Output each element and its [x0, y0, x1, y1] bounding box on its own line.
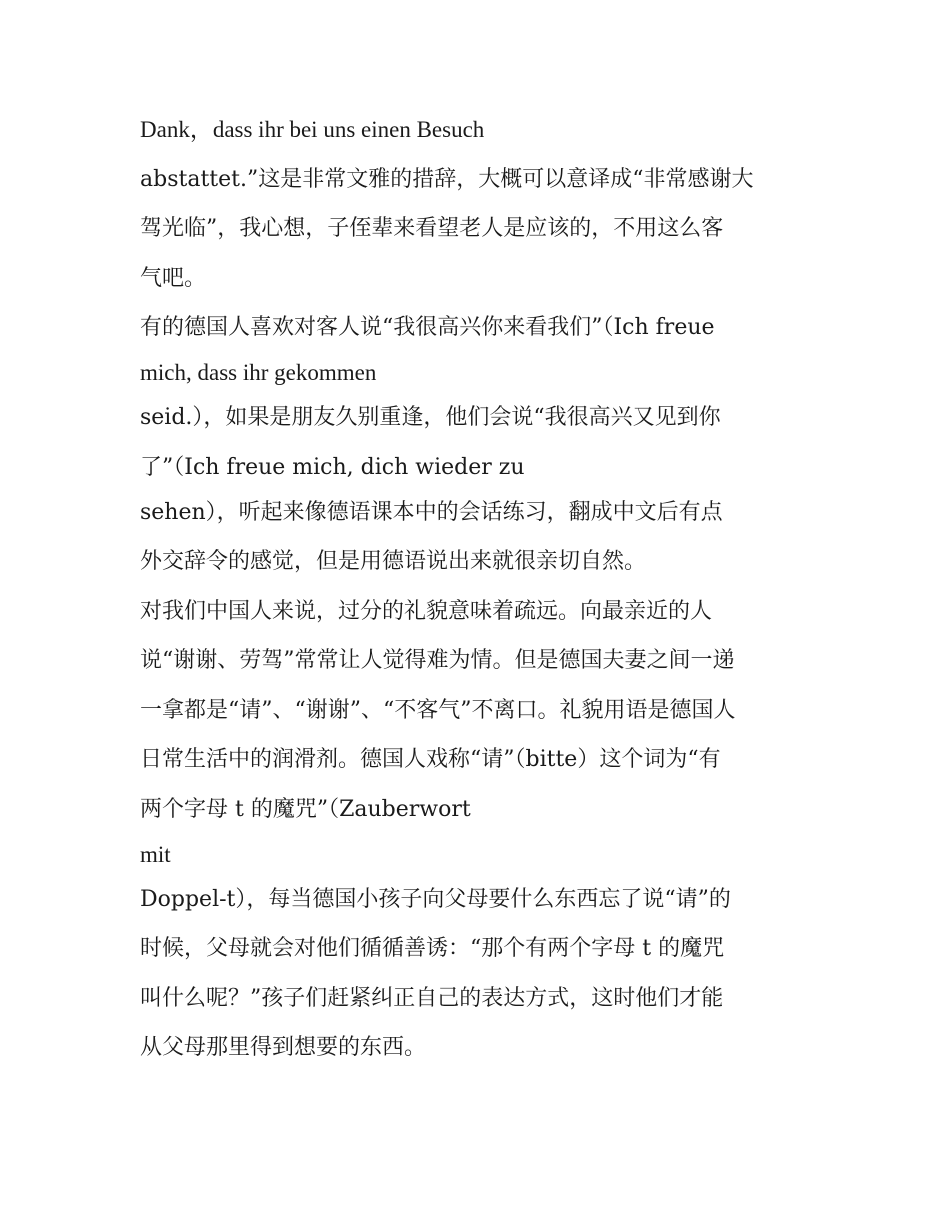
text-line: 驾光临”，我心想，子侄辈来看望老人是应该的，不用这么客 [140, 216, 724, 241]
text-line: 外交辞令的感觉，但是用德语说出来就很亲切自然。 [140, 549, 647, 574]
text-line: sehen），听起来像德语课本中的会话练习，翻成中文后有点 [140, 499, 723, 525]
text-line: abstattet.”这是非常文雅的措辞，大概可以意译成“非常感谢大 [140, 166, 754, 192]
text-line: 两个字母 t 的魔咒”（Zauberwort [140, 796, 471, 822]
text-line: 从父母那里得到想要的东西。 [140, 1035, 427, 1060]
text-line: mit [140, 841, 171, 867]
text-line: 时候，父母就会对他们循循善诱：“那个有两个字母 t 的魔咒 [140, 936, 725, 961]
body-text [140, 110, 820, 1078]
text-line: 对我们中国人来说，过分的礼貌意味着疏远。向最亲近的人 [140, 598, 713, 624]
text-line: Dank，dass ihr bei uns einen Besuch [140, 117, 485, 142]
text-line: mich, dass ihr gekommen [140, 360, 377, 385]
text-line: 气吧。 [140, 265, 207, 291]
text-line: seid.），如果是朋友久别重逢，他们会说“我很高兴又见到你 [140, 405, 721, 430]
text-line: 说“谢谢、劳驾”常常让人觉得难为情。但是德国夫妻之间一递 [140, 648, 735, 673]
text-line: 了”（Ich freue mich, dich wieder zu [140, 454, 525, 480]
text-line: 一拿都是“请”、“谢谢”、“不客气”不离口。礼貌用语是德国人 [140, 697, 736, 723]
text-line: 日常生活中的润滑剂。德国人戏称“请”（bitte）这个词为“有 [140, 747, 721, 772]
text-line: 有的德国人喜欢对客人说“我很高兴你来看我们”（Ich freue [140, 315, 715, 340]
text-line: 叫什么呢？”孩子们赶紧纠正自己的表达方式，这时他们才能 [140, 985, 724, 1011]
text-line: Doppel-t），每当德国小孩子向父母要什么东西忘了说“请”的 [140, 886, 731, 912]
